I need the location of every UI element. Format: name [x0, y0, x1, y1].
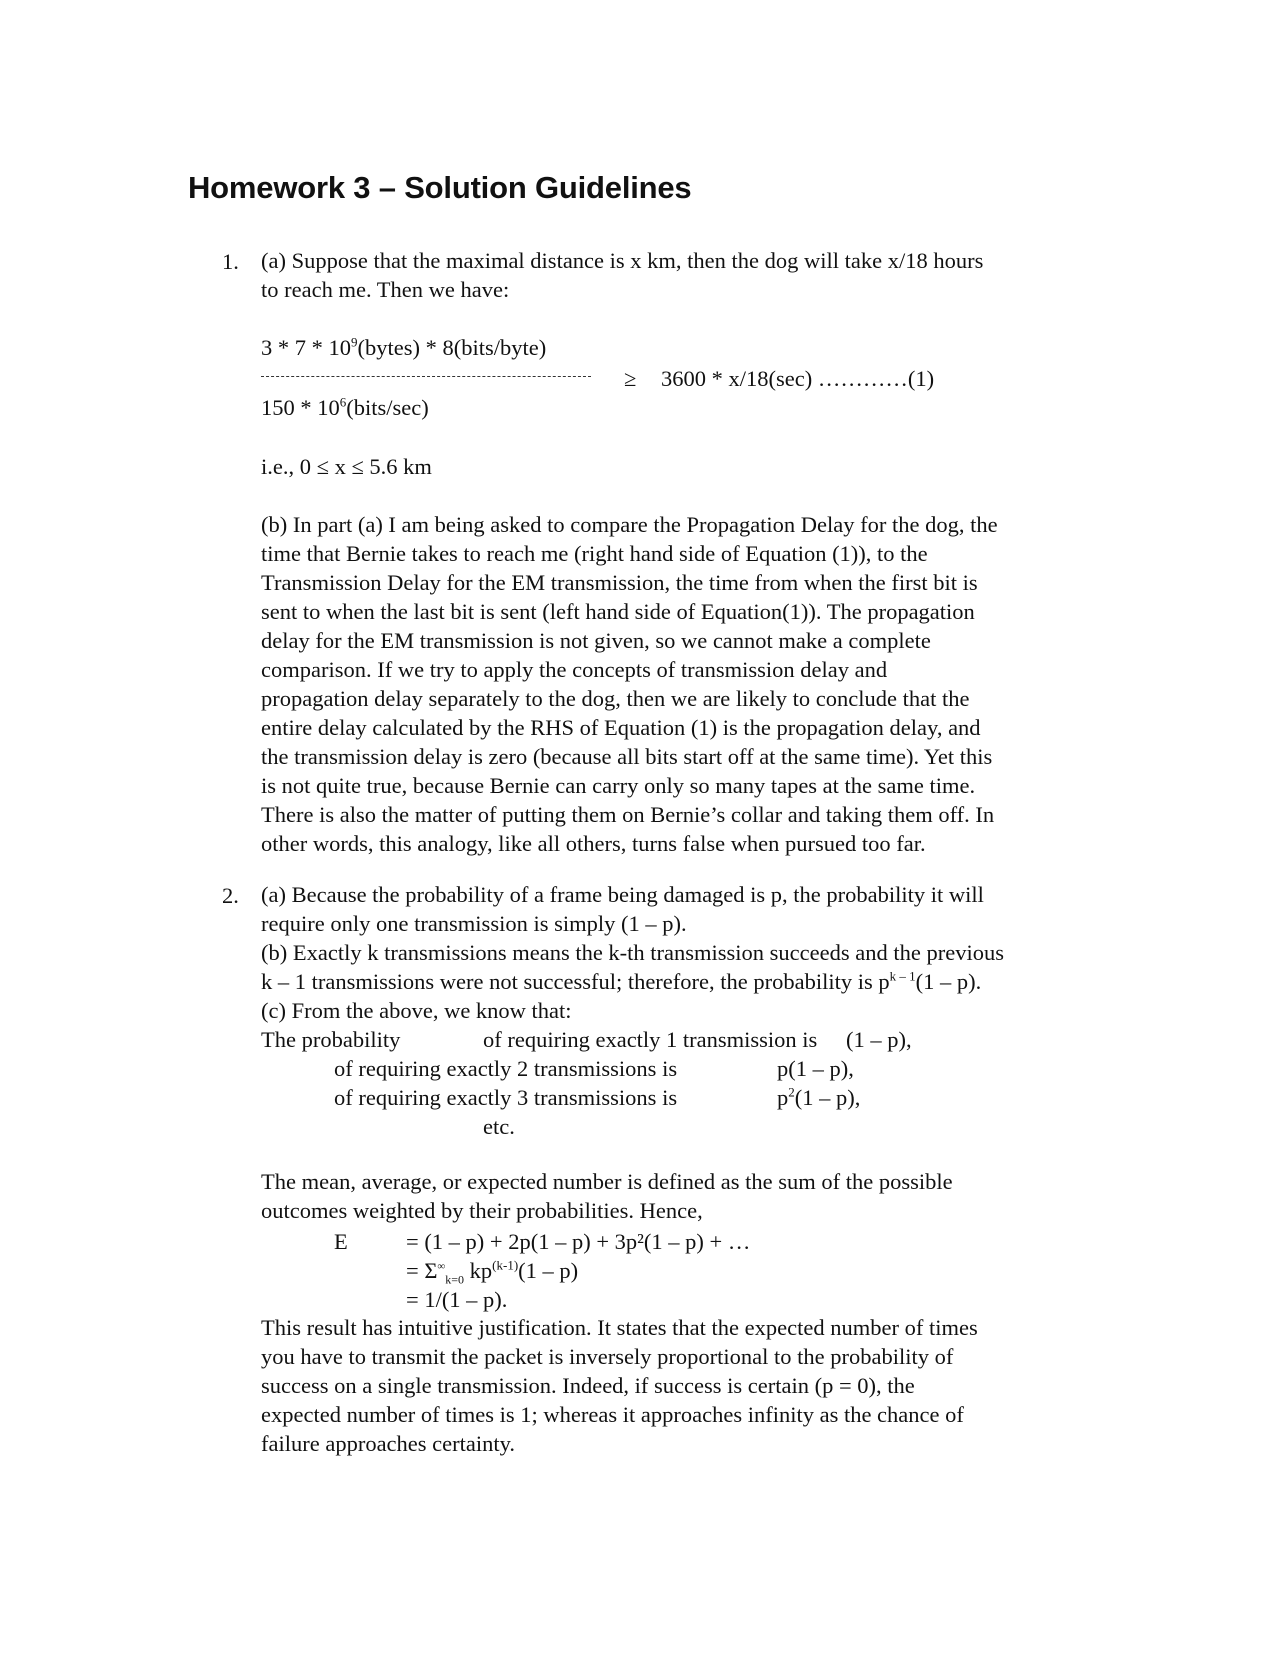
q1-b-line: delay for the EM transmission is not given, so we cannot make a complete [261, 628, 931, 653]
q2-parts [261, 880, 1091, 1025]
q1-b-line: propagation delay separately to the dog, then we are likely to conclude that the [261, 686, 970, 711]
question-2-number: 2. [222, 883, 239, 908]
mean-paragraph [261, 1167, 1091, 1225]
etc-text: etc. [483, 1114, 515, 1139]
final-line: failure approaches certainty. [261, 1431, 516, 1456]
probability-row-2-text: of requiring exactly 2 transmissions is [334, 1056, 678, 1081]
final-line: expected number of times is 1; whereas it approaches infinity as the chance of [261, 1402, 964, 1427]
expectation-line-2: = $\Sigma^\infty_{k=0}$ $kp^{(k-1)}(1 - p)$ [406, 1257, 579, 1287]
q2-a-line: require only one transmission is simply (1 – p). [261, 911, 687, 936]
q1-b-line: is not quite true, because Bernie can carry only so many tapes at the same time. [261, 773, 976, 798]
q1-a-line: to reach me. Then we have: [261, 277, 510, 302]
q1-b-line: other words, this analogy, like all others, turns false when pursued too far. [261, 831, 926, 856]
final-line: This result has intuitive justification. It states that the expected number of times [261, 1315, 978, 1340]
q1-b-line: time that Bernie takes to reach me (right hand side of Equation (1)), to the [261, 541, 928, 566]
q2-b-line: (b) Exactly k transmissions means the k-th transmission succeeds and the previous [261, 940, 1004, 965]
q1-b-line: the transmission delay is zero (because all bits start off at the same time). Yet this [261, 744, 993, 769]
probability-row-1-text: of requiring exactly 1 transmission is [483, 1027, 818, 1052]
q1-b-line: Transmission Delay for the EM transmission, the time from when the first bit is [261, 570, 978, 595]
probability-row-3-value: $p^2(1 - p)$, [777, 1084, 861, 1110]
probability-row-2-value: p(1 – p), [777, 1056, 854, 1081]
expectation-line-3: = 1/(1 – p). [406, 1287, 508, 1312]
equation-result: i.e., 0 ≤ x ≤ 5.6 km [261, 454, 432, 479]
q1-b-line: entire delay calculated by the RHS of Equation (1) is the propagation delay, and [261, 715, 981, 740]
probability-label: The probability [261, 1027, 401, 1052]
final-line: you have to transmit the packet is inversely proportional to the probability of [261, 1344, 954, 1369]
equation-rhs: 3600 * x/18(sec) …………(1) [661, 366, 935, 391]
final-line: success on a single transmission. Indeed, if success is certain (p = 0), the [261, 1373, 915, 1398]
q1-b-line: sent to when the last bit is sent (left hand side of Equation(1)). The propagation [261, 599, 975, 624]
geq-sign: ≥ [624, 366, 637, 391]
q1-part-a [261, 246, 1091, 304]
probability-row-3-text: of requiring exactly 3 transmissions is [334, 1085, 678, 1110]
q2-a-line: (a) Because the probability of a frame being damaged is p, the probability it will [261, 882, 984, 907]
page-title: Homework 3 – Solution Guidelines [188, 170, 692, 205]
q1-b-line: (b) In part (a) I am being asked to compare the Propagation Delay for the dog, the [261, 512, 998, 537]
final-paragraph [261, 1313, 1091, 1458]
probability-row-1-value: (1 – p), [846, 1027, 912, 1052]
equation-denominator: $150 * 10^6(bits/\sec)$ [261, 394, 429, 420]
q2-c-line: (c) From the above, we know that: [261, 998, 572, 1023]
expectation-line-1: = (1 – p) + 2p(1 – p) + 3p²(1 – p) + … [406, 1229, 751, 1254]
mean-line: outcomes weighted by their probabilities. Hence, [261, 1198, 703, 1223]
fraction-bar [261, 376, 591, 377]
q1-part-b [261, 510, 1091, 858]
q2-b-line: k – 1 transmissions were not successful; therefore, the probability is $p^{k - 1}(1 - p)$. [261, 968, 982, 994]
mean-line: The mean, average, or expected number is defined as the sum of the possible [261, 1169, 953, 1194]
question-1-number: 1. [222, 249, 239, 274]
equation-numerator: $3 * 7 * 10^9(bytes)$ * 8(bits/byte) [261, 334, 547, 360]
q1-a-line: (a) Suppose that the maximal distance is x km, then the dog will take x/18 hours [261, 248, 984, 273]
q1-b-line: comparison. If we try to apply the concepts of transmission delay and [261, 657, 888, 682]
q1-b-line: There is also the matter of putting them on Bernie’s collar and taking them off. In [261, 802, 995, 827]
expectation-label: E [334, 1229, 348, 1254]
